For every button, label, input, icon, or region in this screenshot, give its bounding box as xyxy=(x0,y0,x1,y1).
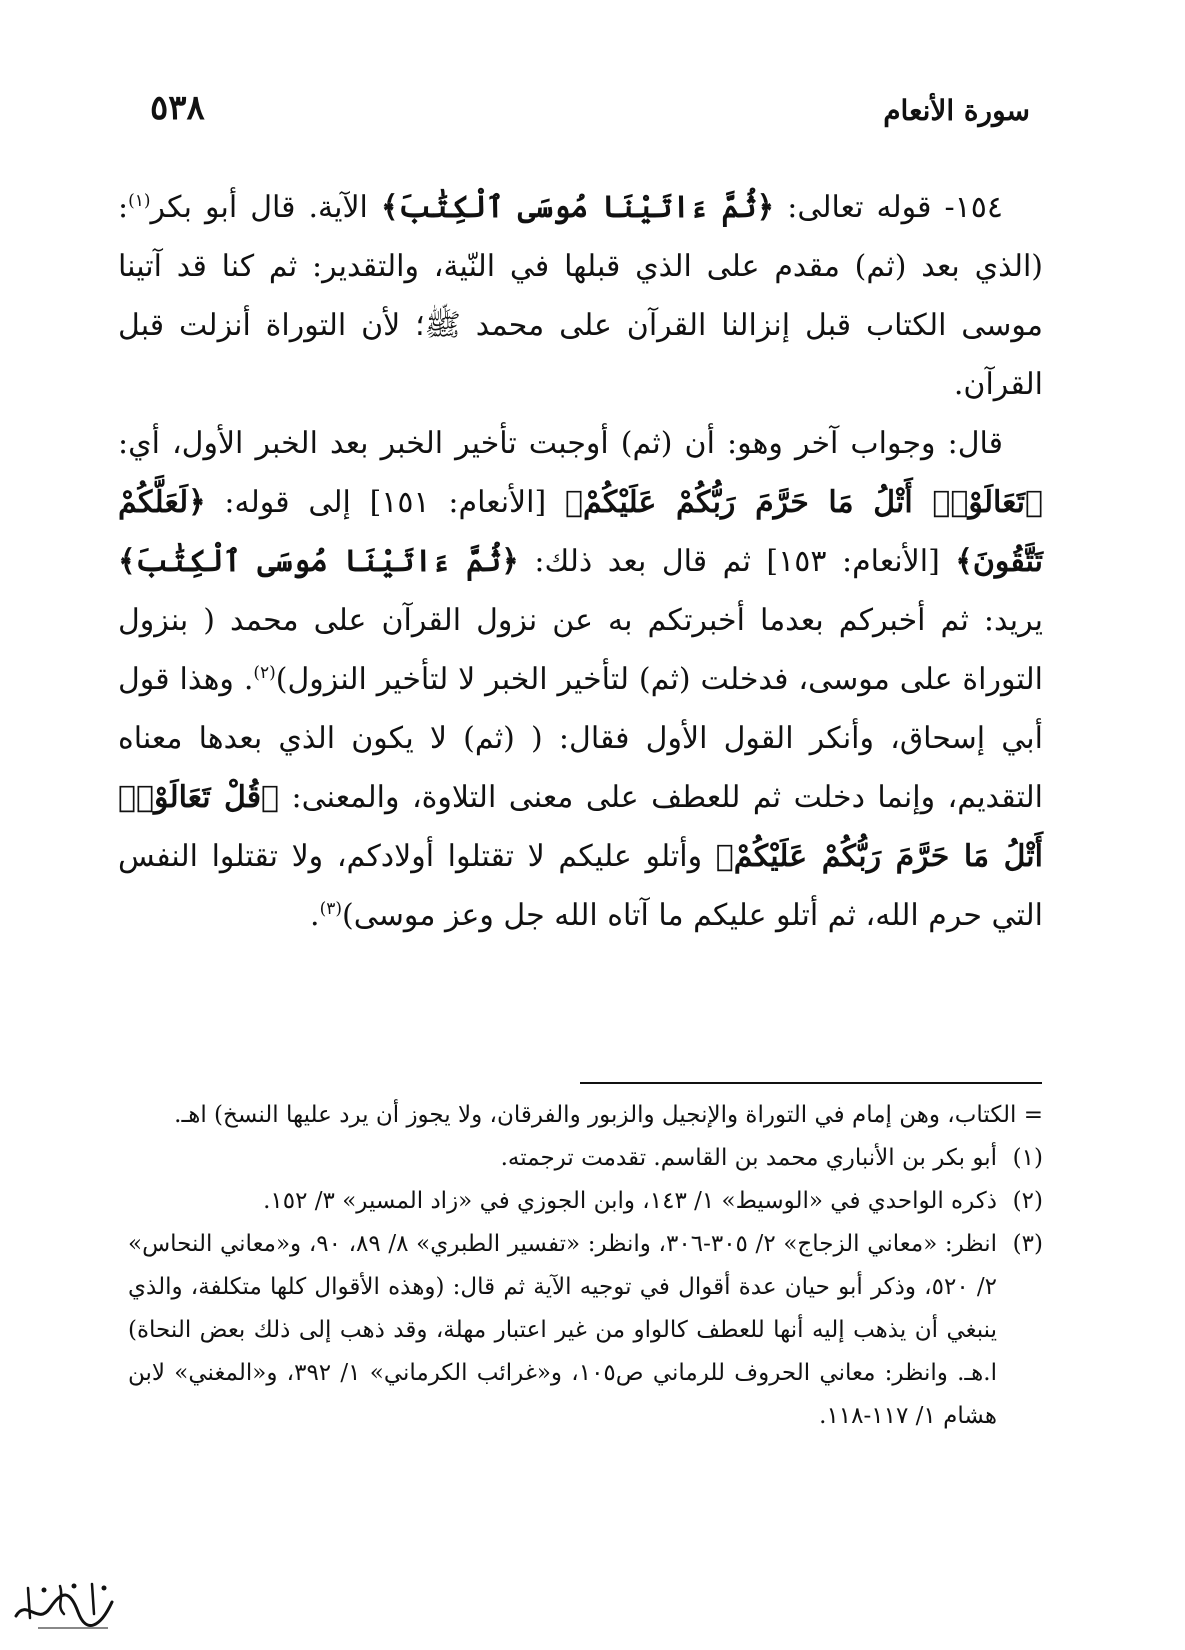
footnote-number: (٣) xyxy=(1012,1231,1043,1257)
running-title: سورة الأنعام xyxy=(883,94,1030,127)
text-segment: [الأنعام: ١٥٣] ثم قال بعد ذلك: xyxy=(518,544,956,579)
page-number: ٥٣٨ xyxy=(150,88,205,128)
page-header xyxy=(150,88,1030,138)
quran-verse: ﴿لَعَلَّكُمْ تَتَّقُونَ﴾ xyxy=(118,485,1043,579)
text-segment: . وهذا قول أبي إسحاق، وأنكر القول الأول فقال: ( (ثم) لا يكون الذي بعدها معناه التقديم، وإنما دخلت ثم للعطف على معنى التلاوة، والمعنى: xyxy=(118,662,1043,815)
quran-verse: ﴿تَعَالَوْا۟ أَتْلُ مَا حَرَّمَ رَبُّكُمْ عَلَيْكُمْ﴾ xyxy=(564,485,1043,520)
footnote-item xyxy=(128,1223,1043,1438)
text-segment: الآية. قال أبو بكر xyxy=(150,190,381,225)
footnote-marker-1[interactable]: (١) xyxy=(128,191,151,211)
footnote-text: ذكره الواحدي في «الوسيط» ١/ ١٤٣، وابن الجوزي في «زاد المسير» ٣/ ١٥٢. xyxy=(263,1188,997,1214)
calligraphy-logo-icon xyxy=(8,1568,128,1638)
text-segment: : (الذي بعد (ثم) مقدم على الذي قبلها في النّية، والتقدير: ثم كنا قد آتينا موسى الكتاب قبل إنزالنا القرآن على محمد ﷺ؛ لأن التوراة أنزلت قبل القرآن. xyxy=(118,190,1043,402)
text-segment: وأتلو عليكم لا تقتلوا أولادكم، ولا تقتلوا النفس التي حرم الله، ثم أتلو عليكم ما آتاه الله جل وعز موسى) xyxy=(118,839,1043,933)
paragraph-1 xyxy=(118,178,1043,414)
footnote-number: (١) xyxy=(1012,1145,1043,1171)
text-segment: . xyxy=(310,898,320,933)
footnote-number: (٢) xyxy=(1012,1188,1043,1214)
footnote-item xyxy=(128,1180,1043,1223)
footnote-continuation: = الكتاب، وهن إمام في التوراة والإنجيل والزبور والفرقان، ولا يجوز أن يرد عليها النسخ) اهـ. xyxy=(174,1102,1043,1128)
verse-number-lead: ١٥٤- قوله تعالى: xyxy=(774,190,1003,225)
quran-verse: ﴿ثُمَّ ءَاتَيْنَا مُوسَى ٱلْكِتَٰبَ﴾ xyxy=(380,190,775,225)
footnote-text: أبو بكر بن الأنباري محمد بن القاسم. تقدمت ترجمته. xyxy=(500,1145,997,1171)
text-segment: يريد: ثم أخبركم بعدما أخبرتكم به عن نزول القرآن على محمد ( بنزول التوراة على موسى، فدخلت (ثم) لتأخير الخبر لا لتأخير النزول) xyxy=(118,603,1043,697)
footnotes xyxy=(128,1094,1043,1438)
footnote-item xyxy=(128,1137,1043,1180)
footnote-divider xyxy=(580,1082,1042,1084)
quran-verse: ﴿قُلْ تَعَالَوْا۟ أَتْلُ مَا حَرَّمَ رَبُّكُمْ عَلَيْكُمْ﴾ xyxy=(118,780,1043,874)
text-segment: [الأنعام: ١٥١] إلى قوله: xyxy=(205,485,565,520)
quran-verse: ﴿ثُمَّ ءَاتَيْنَا مُوسَى ٱلْكِتَٰبَ﴾ xyxy=(118,544,519,579)
main-text xyxy=(118,178,1043,945)
footnote-marker-3[interactable]: (٣) xyxy=(319,899,342,919)
footnote-marker-2[interactable]: (٢) xyxy=(253,663,276,683)
footnote-text: انظر: «معاني الزجاج» ٢/ ٣٠٥-٣٠٦، وانظر: «تفسير الطبري» ٨/ ٨٩، ٩٠، و«معاني النحاس» ٢/ ٥٢٠، وذكر أبو حيان عدة أقوال في توجيه الآية ثم قال: (وهذه الأقوال كلها متكلفة، والذي ينبغي أن يذهب إليه أنها للعطف كالواو من غير اعتبار مهلة، وقد ذهب إلى ذلك بعض النحاة) ا.هـ. وانظر: معاني الحروف للرماني ص١٠٥، و«غرائب الكرماني» ١/ ٣٩٢، و«المغني» لابن هشام ١/ ١١٧-١١٨. xyxy=(128,1231,998,1429)
text-segment: قال: وجواب آخر وهو: أن (ثم) أوجبت تأخير الخبر بعد الخبر الأول، أي: xyxy=(118,426,1003,461)
paragraph-2 xyxy=(118,414,1043,945)
